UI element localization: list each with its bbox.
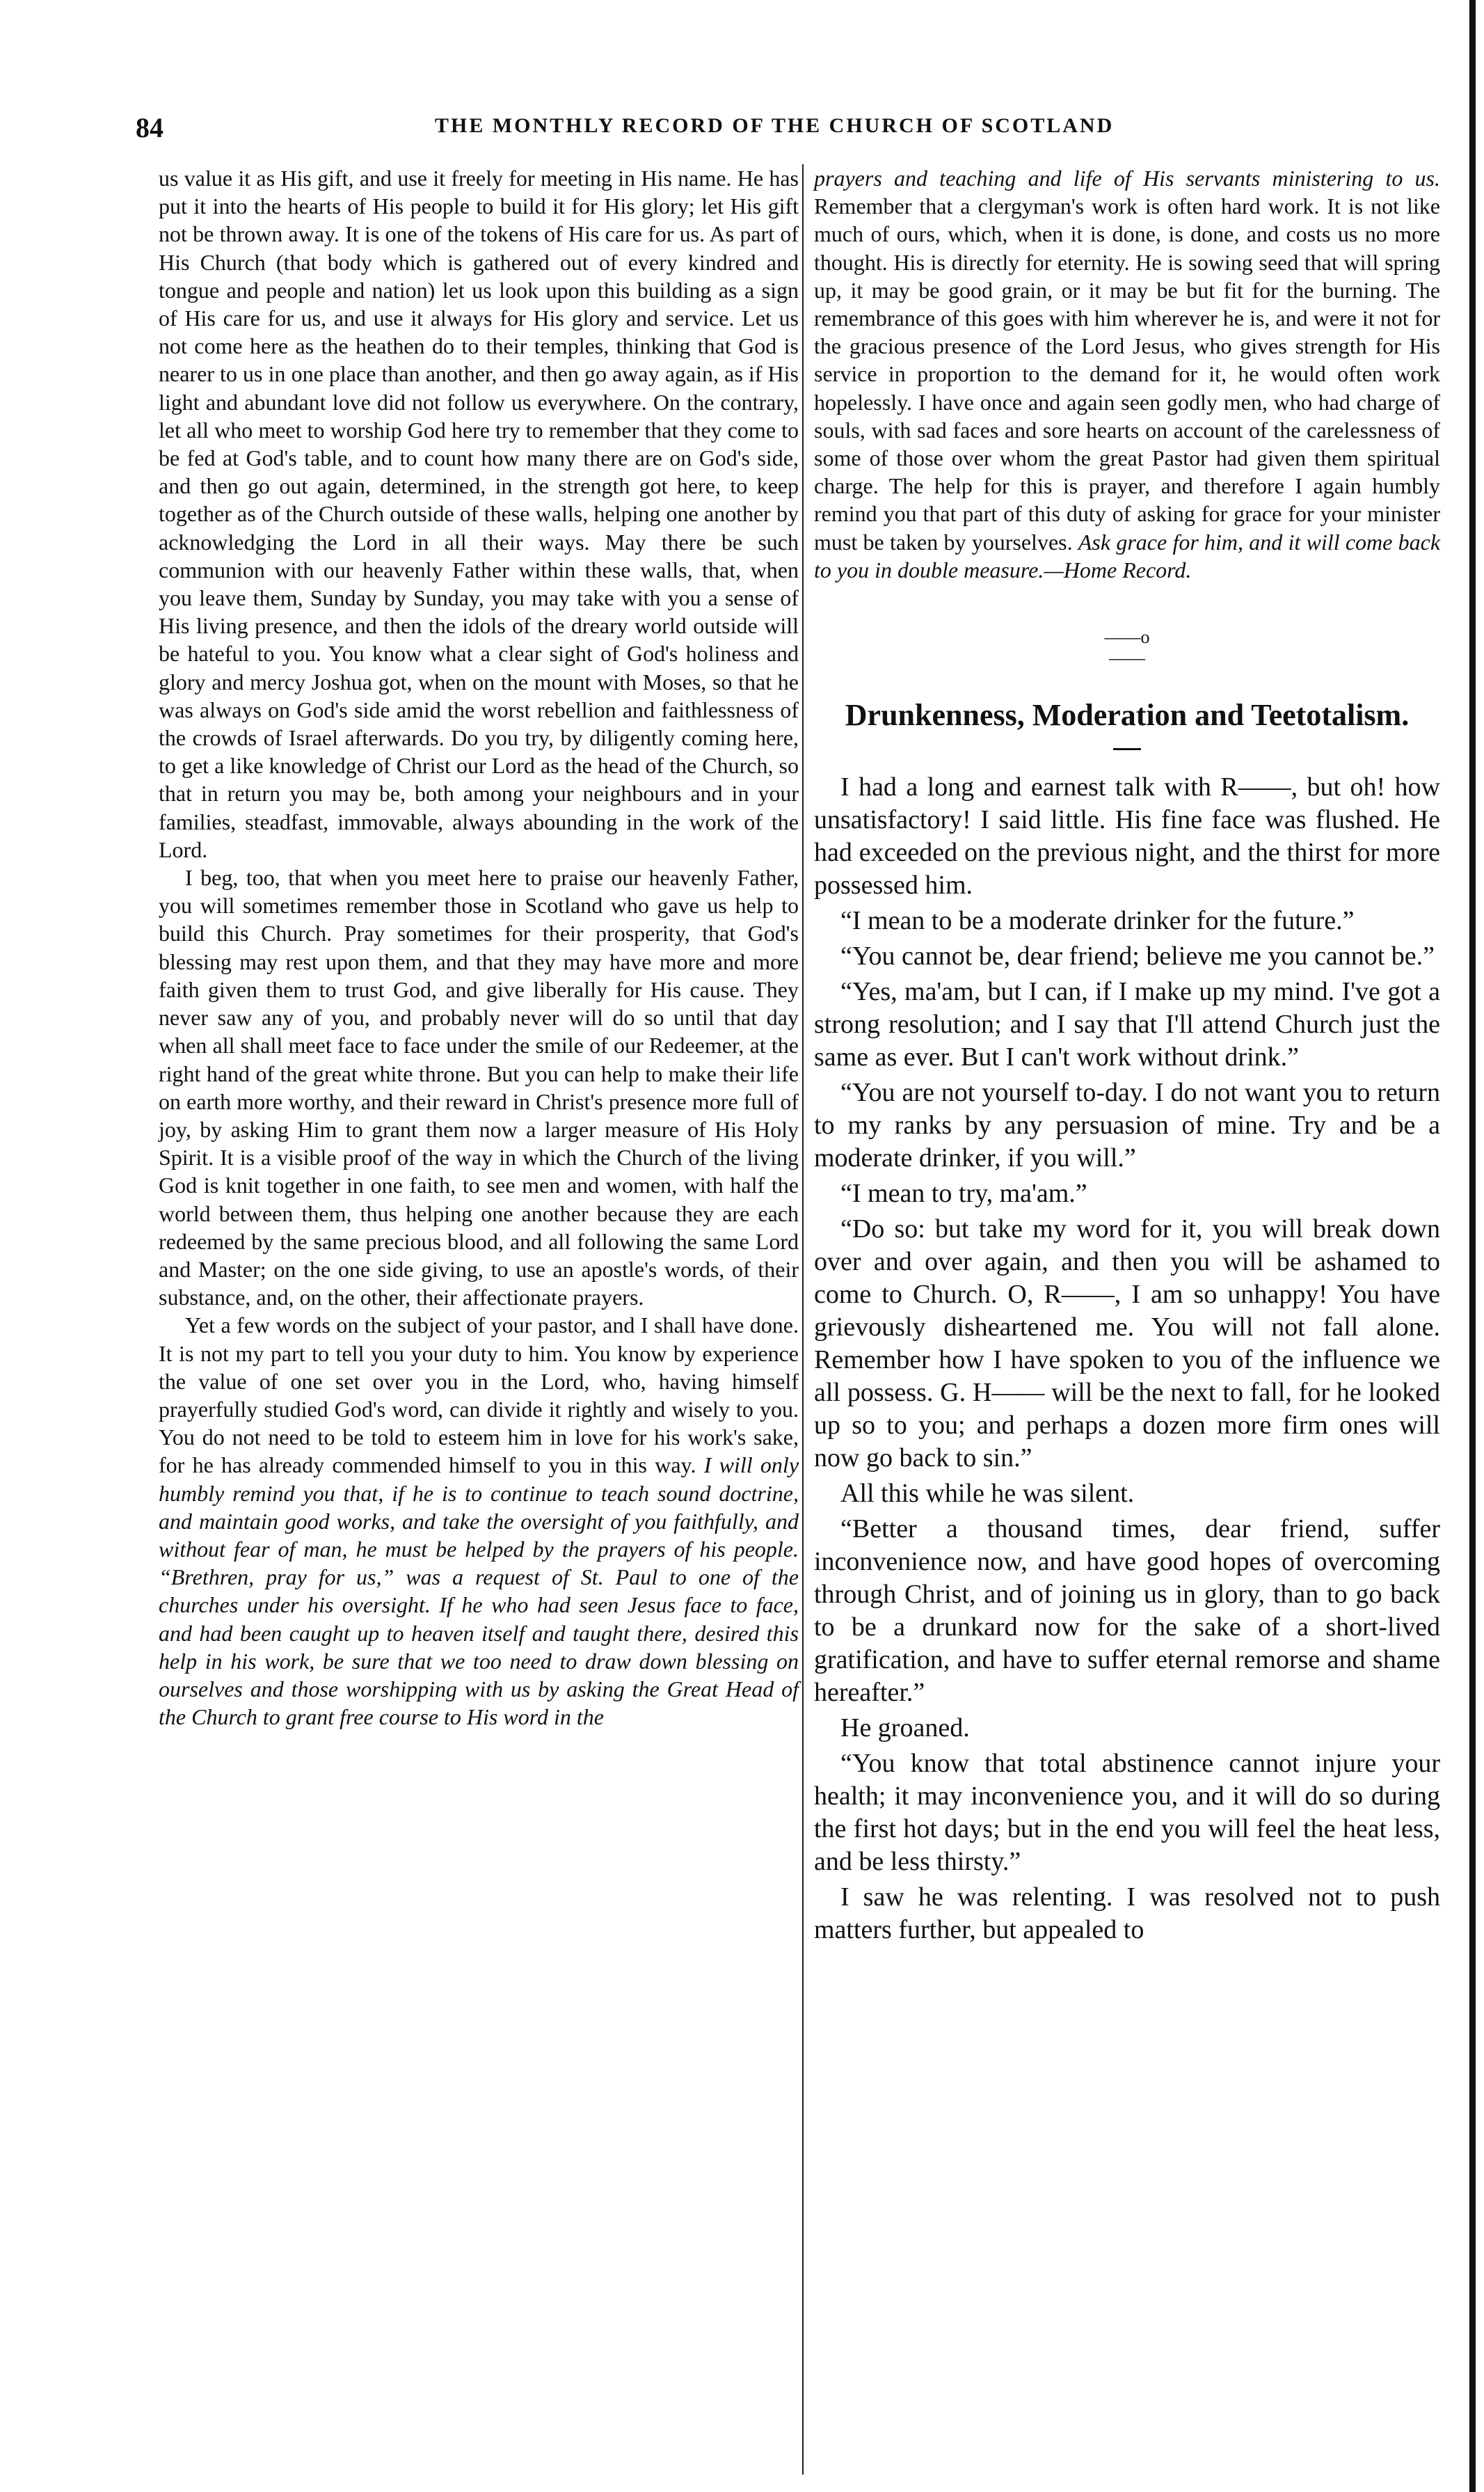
left-column bbox=[159, 164, 799, 1731]
continued-text: Remember that a clergyman's work is often hard work. It is not like much of ours, which, when it is done, is done, and costs us no more thought. His is directly for eternity. He is sowing seed that will spring up, it may be good grain, or it may be but fit for the burning. The remembrance of this goes with him wherever he is, and were it not for the gracious presence of the Lord Jesus, who gives strength for His service in proportion to the demand for it, he would often work hopelessly. I have once and again seen godly men, who had charge of souls, with sad faces and sore hearts on account of the carelessness of some of those over whom the great Pastor had given them spiritual charge. The help for this is prayer, and therefore I again humbly remind you that part of this duty of asking for grace for your minister must be taken by yourselves. bbox=[814, 193, 1440, 555]
left-paragraph-2: I beg, too, that when you meet here to praise our heavenly Father, you will sometimes remember those in Scotland who gave us help to build this Church. Pray sometimes for their prosperity, that God's blessing may rest upon them, and that they may have more and more faith given them to trust God, and give liberally for His cause. They never saw any of you, and probably never will do so until that day when all shall meet face to face under the smile of our Redeemer, at the right hand of the great white throne. But you can help to make their life on earth more worthy, and their reward in Christ's presence more full of joy, by asking Him to grant them now a larger measure of His Holy Spirit. It is a visible proof of the way in which the Church of the living God is knit together in one faith, to see men and women, with half the world between them, thus helping one another because they are each redeemed by the same precious blood, and all following the same Lord and Master; on the one side giving, to use an apostle's words, of their substance, and, on the other, their affectionate prayers. bbox=[159, 865, 799, 1310]
page-header bbox=[136, 111, 1444, 153]
left-paragraph-1: us value it as His gift, and use it freely for meeting in His name. He has put it into the hearts of His people to build it for His glory; let His gift not be thrown away. It is one of the tokens of His care for us. As part of His Church (that body which is gathered out of every kindred and tongue and people and nation) let us look upon this building as a sign of His care for us, and use it always for His glory and service. Let us not come here as the heathen do to their temples, thinking that God is nearer to us in one place than another, and then go away again, as if His light and abundant love did not follow us everywhere. On the contrary, let all who meet to worship God here try to remember that they come to be fed at God's table, and to count how many there are on God's side, and then go out again, determined, in the strength got here, to keep together as of the Church outside of these walls, helping one another by acknowledging the Lord in all their ways. May there be such communion with our heavenly Father within these walls, that, when you leave them, Sunday by Sunday, you may take with you a sense of His living presence, and then the idols of the dreary world outside will be hateful to you. You know what a clear sight of God's holiness and glory and mercy Joshua got, when on the mount with Moses, so that he was always on God's side amid the worst rebellion and faithlessness of the crowds of Israel afterwards. Do you try, by diligently coming here, to get a like knowledge of Christ our Lord as the head of the Church, so that in return you may be, both among your neighbours and in your families, steadfast, immovable, always abounding in the work of the Lord. bbox=[159, 166, 799, 862]
column-divider bbox=[802, 164, 804, 2475]
pastor-italic-text: I will only humbly remind you that, if he is to continue to teach sound doctrine, and maintain good works, and take the oversight of you faithfully, and without fear of man, he must be helped by the prayers of his people. “Brethren, pray for us,” was a request of St. Paul to one of the churches under his oversight. If he who had seen Jesus face to face, and had been caught up to heaven itself and taught there, desired this help in his work, be sure that we too need to draw down blessing on ourselves and those worshipping with us by asking the Great Head of the Church to grant free course to His word in the bbox=[159, 1452, 799, 1730]
continued-italic-end: Ask grace for him, and it will come back to you in double measure.—Home Record. bbox=[814, 529, 1441, 582]
story-paragraph: “You know that total abstinence cannot injure your health; it may inconvenience you, and it will do so during the first hot days; but in the end you will feel the heat less, and be less thirsty.” bbox=[814, 1749, 1440, 1877]
title-rule bbox=[1113, 748, 1141, 750]
story-paragraph: “I mean to try, ma'am.” bbox=[840, 1179, 1087, 1209]
story-paragraph: I had a long and earnest talk with R——, but oh! how unsatisfactory! I said little. His fine face was flushed. He had exceeded on the previous night, and the thirst for more possessed him. bbox=[814, 772, 1440, 900]
article-title: Drunkenness, Moderation and Teetotalism. bbox=[845, 698, 1410, 733]
story-paragraph: “I mean to be a moderate drinker for the future.” bbox=[840, 906, 1355, 936]
continued-italic-start: prayers and teaching and life of His servants ministering to us. bbox=[814, 166, 1440, 191]
story-paragraph: “Do so: but take my word for it, you will break down over and over again, and then you will be ashamed to come to Church. O, R——, I am so unhappy! You have grievously disheartened me. You will not fall alone. Remember how I have spoken to you of the influence we all possess. G. H—— will be the next to fall, for he looked up so to you; and perhaps a dozen more firm ones will now go back to sin.” bbox=[814, 1214, 1440, 1473]
story-paragraph: “You cannot be, dear friend; believe me you cannot be.” bbox=[840, 942, 1435, 971]
story-paragraph: I saw he was relenting. I was resolved not to push matters further, but appealed to bbox=[814, 1882, 1440, 1945]
story-paragraph: “Yes, ma'am, but I can, if I make up my mind. I've got a strong resolution; and I say that I'll attend Church just the same as ever. But I can't work without drink.” bbox=[814, 977, 1440, 1072]
section-ornament: ——o—— bbox=[1104, 627, 1150, 669]
running-title: THE MONTHLY RECORD OF THE CHURCH OF SCOTLAND bbox=[435, 114, 1115, 137]
page-number: 84 bbox=[136, 112, 163, 143]
story-paragraph: All this while he was silent. bbox=[840, 1479, 1135, 1509]
page-edge-shadow bbox=[1469, 0, 1476, 2492]
story-paragraph: He groaned. bbox=[840, 1713, 970, 1743]
pastor-text: Yet a few words on the subject of your pastor, and I shall have done. It is not my part to tell you your duty to him. You know by experience the value of one set over you in the Lord, who, having himself prayerfully studied God's word, can divide it rightly and wisely to you. You do not need to be told to esteem him in love for his work's sake, for he has already commended himself to you in this way. bbox=[159, 1312, 799, 1478]
article-body bbox=[814, 771, 1440, 1946]
story-paragraph: “Better a thousand times, dear friend, suffer inconvenience now, and have good hopes of overcoming through Christ, and of joining us in glory, than to go back to be a drunkard now for the sake of a short-lived gratification, and have to suffer eternal remorse and shame hereafter.” bbox=[814, 1514, 1440, 1708]
right-column bbox=[814, 164, 1440, 1949]
story-paragraph: “You are not yourself to-day. I do not want you to return to my ranks by any persuasion of mine. Try and be a moderate drinker, if you will.” bbox=[814, 1078, 1440, 1173]
left-paragraph-3 bbox=[159, 1311, 799, 1731]
continued-paragraph bbox=[814, 164, 1440, 584]
